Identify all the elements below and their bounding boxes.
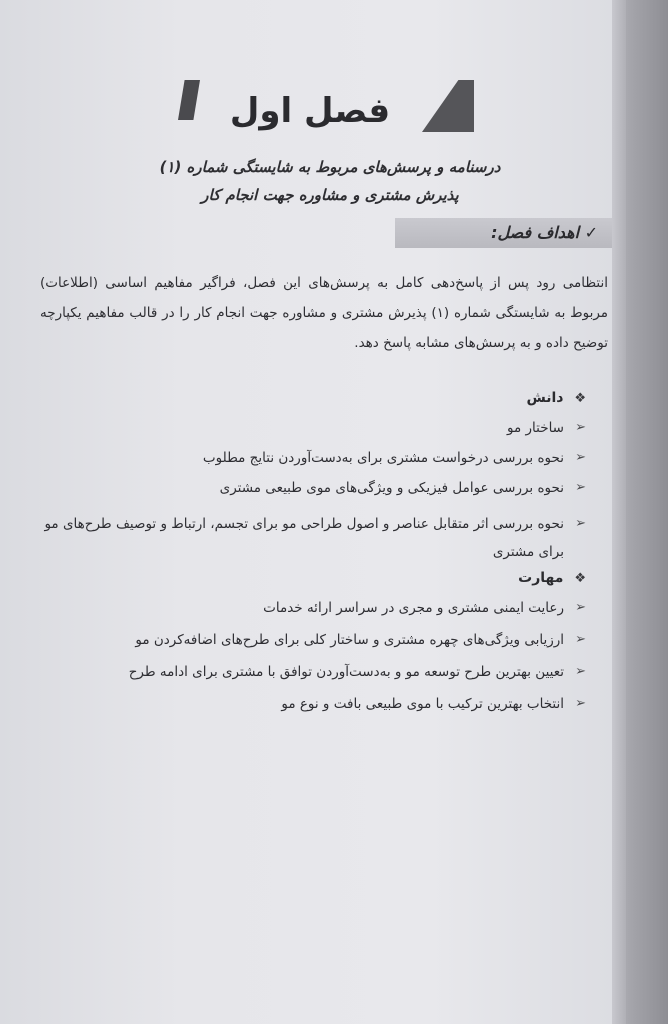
arrow-check-icon: ➢	[575, 480, 586, 495]
knowledge-list	[16, 420, 586, 566]
knowledge-heading-label: دانش	[526, 390, 564, 406]
arrow-check-icon: ➢	[575, 632, 586, 647]
diamond-bullet-icon: ❖	[574, 571, 586, 586]
skill-list	[16, 600, 586, 728]
list-item: ➢ نحوه بررسی درخواست مشتری برای به‌دست‌آوردن نتایج مطلوب	[202, 450, 586, 466]
knowledge-heading	[406, 390, 586, 406]
banner-right-slant	[422, 80, 474, 132]
skill-heading	[406, 570, 586, 586]
list-item: ➢ ارزیابی ویژگی‌های چهره مشتری و ساختار کلی برای طرح‌های اضافه‌کردن مو	[135, 632, 586, 648]
book-spine-shadow	[612, 0, 668, 1024]
arrow-check-icon: ➢	[575, 600, 586, 615]
list-item: ➢ تعیین بهترین طرح توسعه مو و به‌دست‌آوردن توافق با مشتری برای ادامه طرح	[128, 664, 586, 680]
objectives-heading-label: اهداف فصل:	[491, 223, 580, 242]
arrow-check-icon: ➢	[575, 516, 586, 531]
skill-heading-label: مهارت	[518, 570, 564, 586]
subtitle-competency: درسنامه و پرسش‌های مربوط به شایستگی شماره (۱)	[159, 158, 501, 176]
arrow-check-icon: ➢	[575, 420, 586, 435]
list-item: ➢ انتخاب بهترین ترکیب با موی طبیعی بافت و نوع مو	[281, 696, 586, 712]
objectives-intro: انتظامی رود پس از پاسخ‌دهی کامل به پرسش‌های این فصل، فراگیر مفاهیم اساسی (اطلاعات) مربوط به شایستگی شماره (۱) پذیرش مشتری و مشاوره جهت انجام کار را در قالب مفاهیم یکپارچه توضیح داده و به پرسش‌های مشابه پاسخ دهد.	[40, 275, 609, 351]
list-item: ➢ رعایت ایمنی مشتری و مجری در سراسر ارائه خدمات	[263, 600, 586, 616]
subtitle-topic: پذیرش مشتری و مشاوره جهت انجام کار	[201, 186, 459, 204]
arrow-check-icon: ➢	[575, 450, 586, 465]
list-item: ➢ ساختار مو	[507, 420, 586, 436]
arrow-check-icon: ➢	[575, 664, 586, 679]
list-item: ➢ نحوه بررسی اثر متقابل عناصر و اصول طراحی مو برای تجسم، ارتباط و توصیف طرح‌های مو برای مشتری	[16, 510, 586, 566]
list-item: ➢ نحوه بررسی عوامل فیزیکی و ویژگی‌های موی طبیعی مشتری	[219, 480, 586, 496]
checkmark-icon: ✓	[584, 223, 598, 242]
diamond-bullet-icon: ❖	[574, 391, 586, 406]
banner-left-slant	[178, 80, 200, 120]
arrow-check-icon: ➢	[575, 696, 586, 711]
chapter-title: فصل اول	[229, 91, 391, 131]
objectives-heading	[420, 219, 598, 247]
